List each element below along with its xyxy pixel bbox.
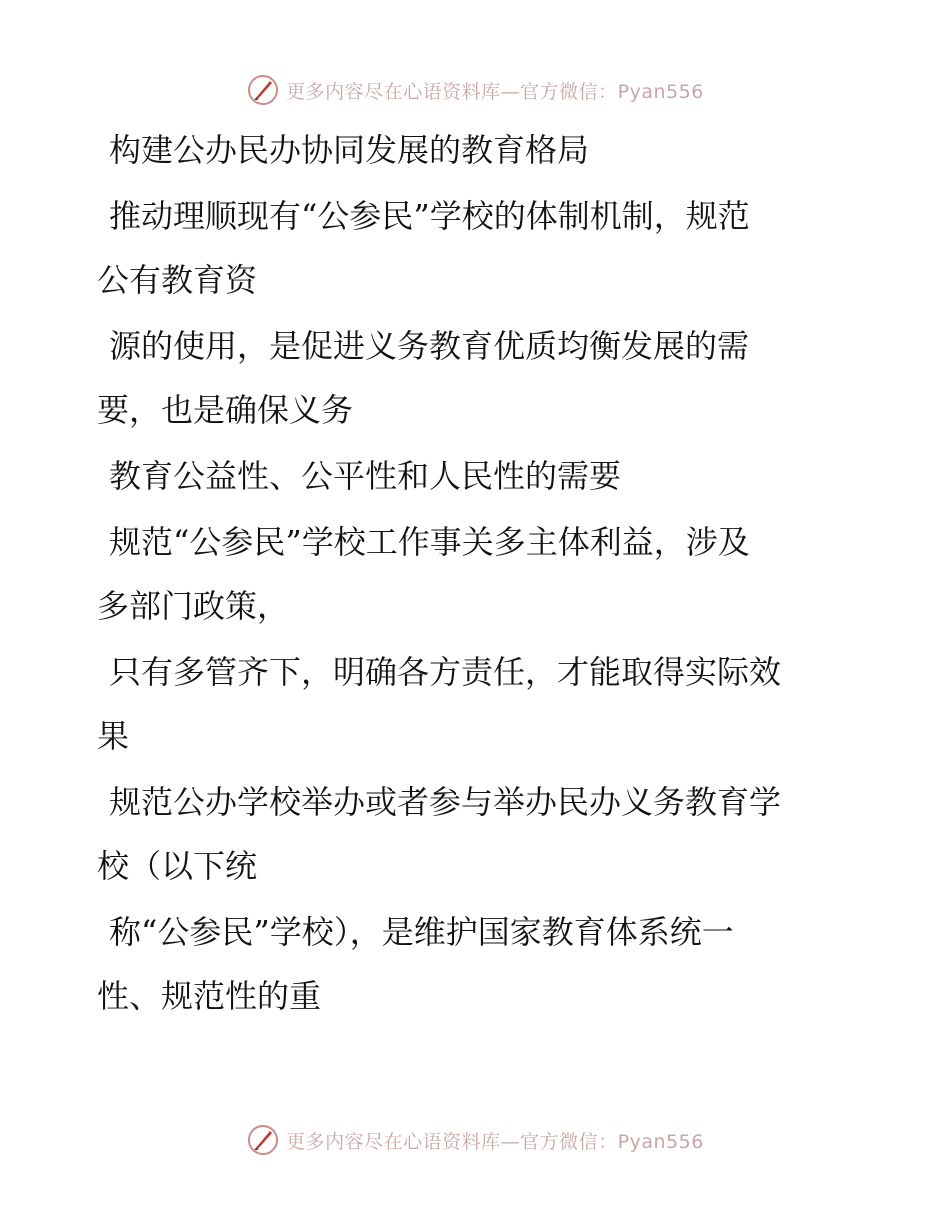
paragraph-line: 校（以下统	[97, 847, 258, 885]
paragraph-line: 公有教育资	[97, 261, 258, 299]
header-watermark	[0, 70, 950, 110]
paragraph-line: 规范公办学校举办或者参与举办民办义务教育学	[109, 783, 782, 821]
paragraph-line: 构建公办民办协同发展的教育格局	[109, 131, 590, 169]
paragraph-4	[97, 444, 837, 508]
paragraph-3	[97, 314, 837, 442]
quill-logo-icon	[246, 1123, 280, 1157]
paragraph-5	[97, 510, 837, 638]
paragraph-line: 果	[97, 717, 130, 755]
paragraph-line: 多部门政策，	[97, 587, 290, 625]
paragraph-line: 推动理顺现有“公参民”学校的体制机制，规范	[109, 197, 750, 235]
paragraph-line: 性、规范性的重	[97, 977, 322, 1015]
watermark-text: 更多内容尽在心语资料库—官方微信：Pyan556	[286, 80, 704, 103]
paragraph-7	[97, 770, 837, 898]
watermark-text: 更多内容尽在心语资料库—官方微信：Pyan556	[286, 1130, 704, 1153]
paragraph-line: 只有多管齐下，明确各方责任，才能取得实际效	[109, 653, 782, 691]
footer-watermark	[0, 1120, 950, 1160]
paragraph-line: 源的使用，是促进义务教育优质均衡发展的需	[109, 327, 750, 365]
paragraph-line: 规范“公参民”学校工作事关多主体利益，涉及	[109, 523, 750, 561]
quill-logo-icon	[246, 73, 280, 107]
document-body	[97, 118, 837, 1030]
paragraph-1	[97, 118, 837, 182]
paragraph-line: 称“公参民”学校），是维护国家教育体系统一	[109, 913, 734, 951]
paragraph-line: 要，也是确保义务	[97, 391, 354, 429]
paragraph-6	[97, 640, 837, 768]
paragraph-2	[97, 184, 837, 312]
paragraph-line: 教育公益性、公平性和人民性的需要	[109, 457, 622, 495]
paragraph-8	[97, 900, 837, 1028]
